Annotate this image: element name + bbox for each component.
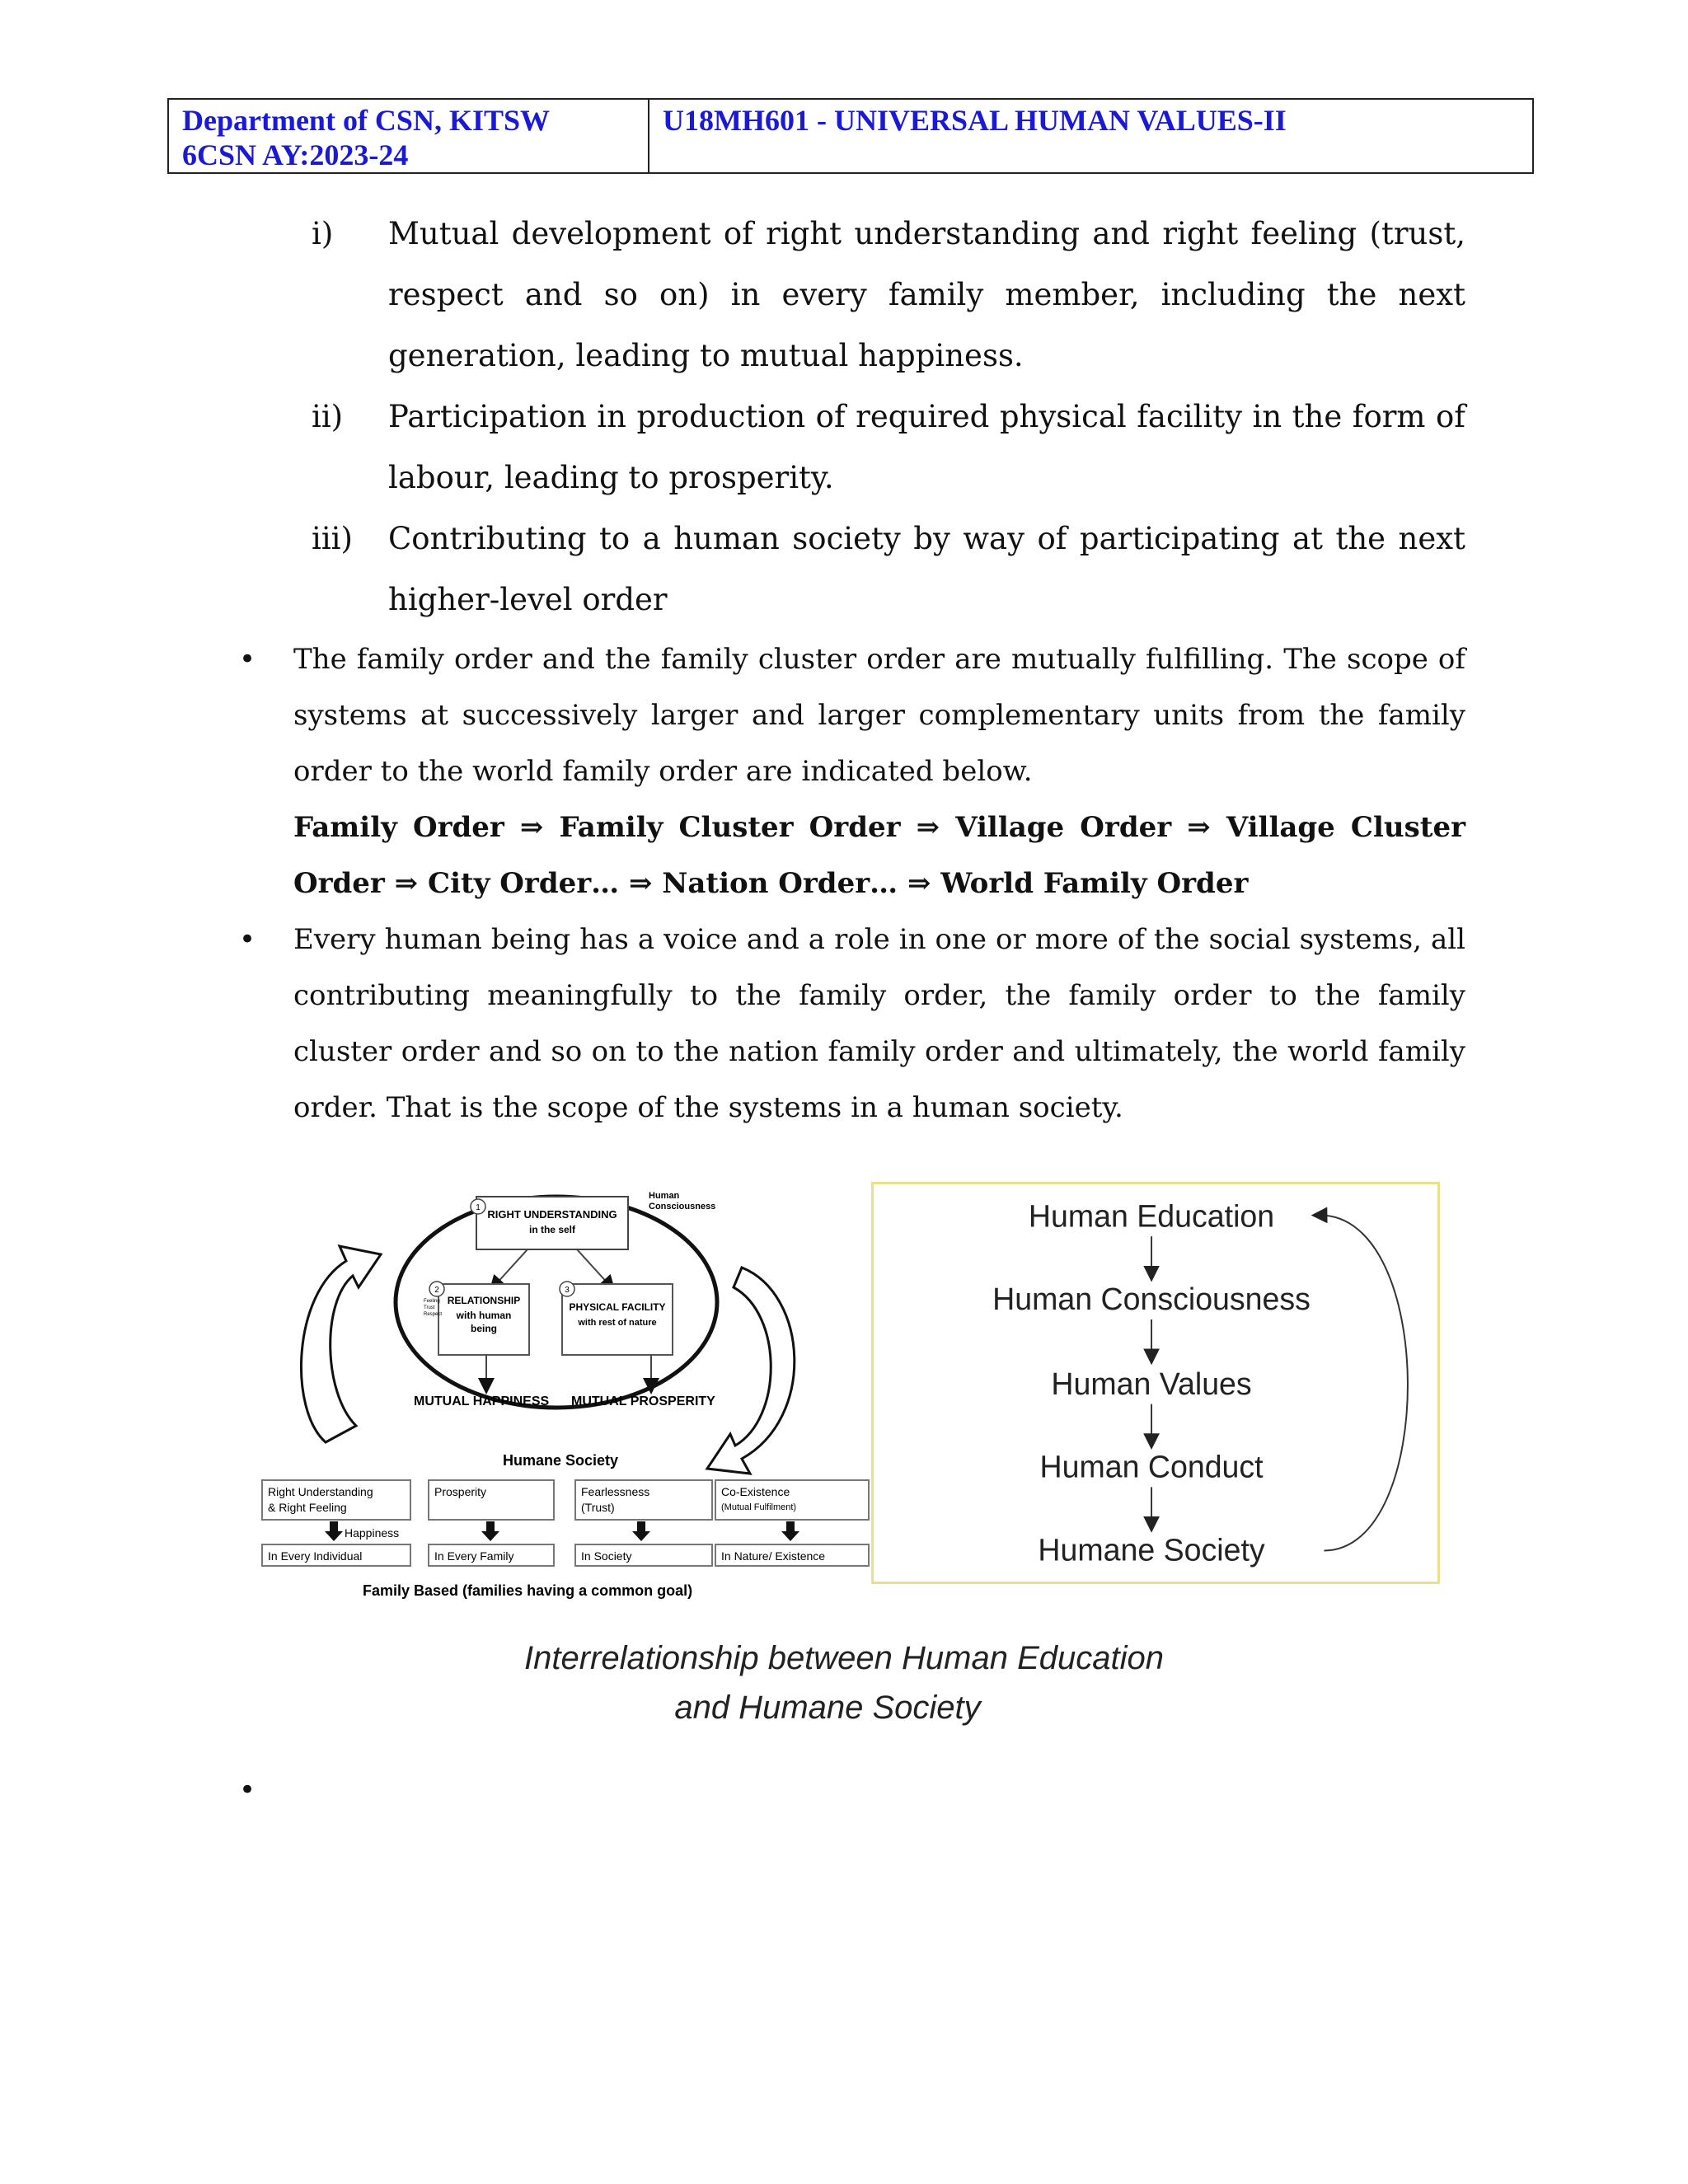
item-text: Contributing to a human society by way of participating at the next higher-level order [388,521,1465,617]
col4-top-line1: Co-Existence [721,1485,790,1498]
col4-down-arrow [781,1521,799,1541]
box1-number: 1 [476,1203,481,1212]
col1-down-arrow [325,1521,343,1541]
item-marker: iii) [312,521,353,556]
bullet-item-1 [239,631,1465,799]
item-marker: ii) [312,399,344,434]
caption-line-2: and Humane Society [674,1690,981,1726]
bullet-text: Every human being has a voice and a role in one or more of the social systems, all contributing meaningfully to the family order, the family order to the family cluster order and so on to the nation family order and ultimately, the world family order. That is the scope of the systems in a human society. [293,923,1465,1124]
col4-top-line2: (Mutual Fulfilment) [721,1502,797,1512]
flow-item-3: Human Values [1051,1366,1252,1401]
flow-item-2: Human Consciousness [992,1282,1311,1317]
col2-bottom-label: In Every Family [434,1549,514,1563]
col1-bottom-label: In Every Individual [268,1549,363,1563]
col2-down-arrow [481,1521,499,1541]
flow-item-4: Human Conduct [1039,1449,1264,1484]
box2-side3: Respect [424,1312,443,1317]
department-label: Department of CSN, KITSW [182,104,550,137]
box3-title: PHYSICAL FACILITY [569,1301,666,1313]
box2-title: RELATIONSHIP [447,1295,521,1306]
diagram-footer: Family Based (families having a common goal) [363,1582,693,1599]
box2-side2: Trust [424,1305,435,1310]
box1-sub: in the self [528,1224,576,1235]
numbered-item-1 [312,204,1465,387]
col3-top-line2: (Trust) [581,1501,615,1514]
consciousness-label-line2: Consciousness [649,1202,716,1212]
box2-sub2: being [471,1323,497,1334]
col3-bottom-label: In Society [581,1549,632,1563]
numbered-item-2 [312,387,1465,509]
education-society-diagram [871,1182,1440,1584]
bullet-item-2 [239,912,1465,1136]
arrow-to-physical [577,1249,610,1286]
col4-bottom-label: In Nature/ Existence [721,1549,826,1563]
box3-sub: with rest of nature [578,1318,657,1328]
col1-mid-label: Happiness [345,1526,400,1540]
box2-sub1: with human [456,1310,512,1321]
arrow-to-relationship [495,1249,528,1286]
consciousness-label-line1: Human [649,1191,680,1201]
col2-top-line1: Prosperity [434,1485,487,1498]
bullet-glyph: • [239,923,256,956]
orders-chain: Family Order ⇒ Family Cluster Order ⇒ Village Order ⇒ Village Cluster Order ⇒ City Order… ⇒ Nation Order… ⇒ World Family Order [293,811,1465,900]
header-left-cell [169,100,649,172]
flow-item-5: Humane Society [1038,1532,1265,1568]
numbered-item-3 [312,509,1465,630]
empty-bullet: • [239,1774,256,1807]
item-marker: i) [312,216,334,251]
col3-top-line1: Fearlessness [581,1485,650,1498]
page-header [167,98,1534,174]
figure [247,1179,1451,1640]
col3-down-arrow [632,1521,650,1541]
col1-top-line1: Right Understanding [268,1485,373,1498]
mutual-prosperity-label: MUTUAL PROSPERITY [571,1394,715,1408]
bullet-glyph: • [239,643,256,676]
box2-number: 2 [434,1286,439,1295]
flow-item-1: Human Education [1028,1198,1275,1234]
humane-society-label: Humane Society [502,1452,619,1469]
box1-title: RIGHT UNDERSTANDING [487,1208,617,1221]
academic-year-label: 6CSN AY:2023-24 [182,138,409,171]
mutual-happiness-label: MUTUAL HAPPINESS [414,1394,550,1408]
header-right-cell [649,100,1532,172]
right-understanding-box [476,1197,628,1249]
box2-side1: Feeling [424,1299,440,1304]
box3-number: 3 [565,1286,570,1295]
feedback-curve [1320,1216,1408,1551]
caption-line-1: Interrelationship between Human Education [523,1640,1165,1676]
item-text: Participation in production of required physical facility in the form of labour, leading to prosperity. [388,399,1465,495]
right-cycle-arrow [707,1268,795,1474]
course-title: U18MH601 - UNIVERSAL HUMAN VALUES-II [663,104,1287,137]
left-cycle-arrow [301,1246,381,1442]
bullet-text: The family order and the family cluster order are mutually fulfilling. The scope of systems at successively larger and larger complementary units from the family order to the world family order are indicated below. [293,643,1465,788]
human-order-diagram [247,1179,874,1640]
col1-top-line2: & Right Feeling [268,1501,347,1514]
item-text: Mutual development of right understanding and right feeling (trust, respect and so on) in every family member, including the next generation, leading to mutual happiness. [388,216,1465,373]
